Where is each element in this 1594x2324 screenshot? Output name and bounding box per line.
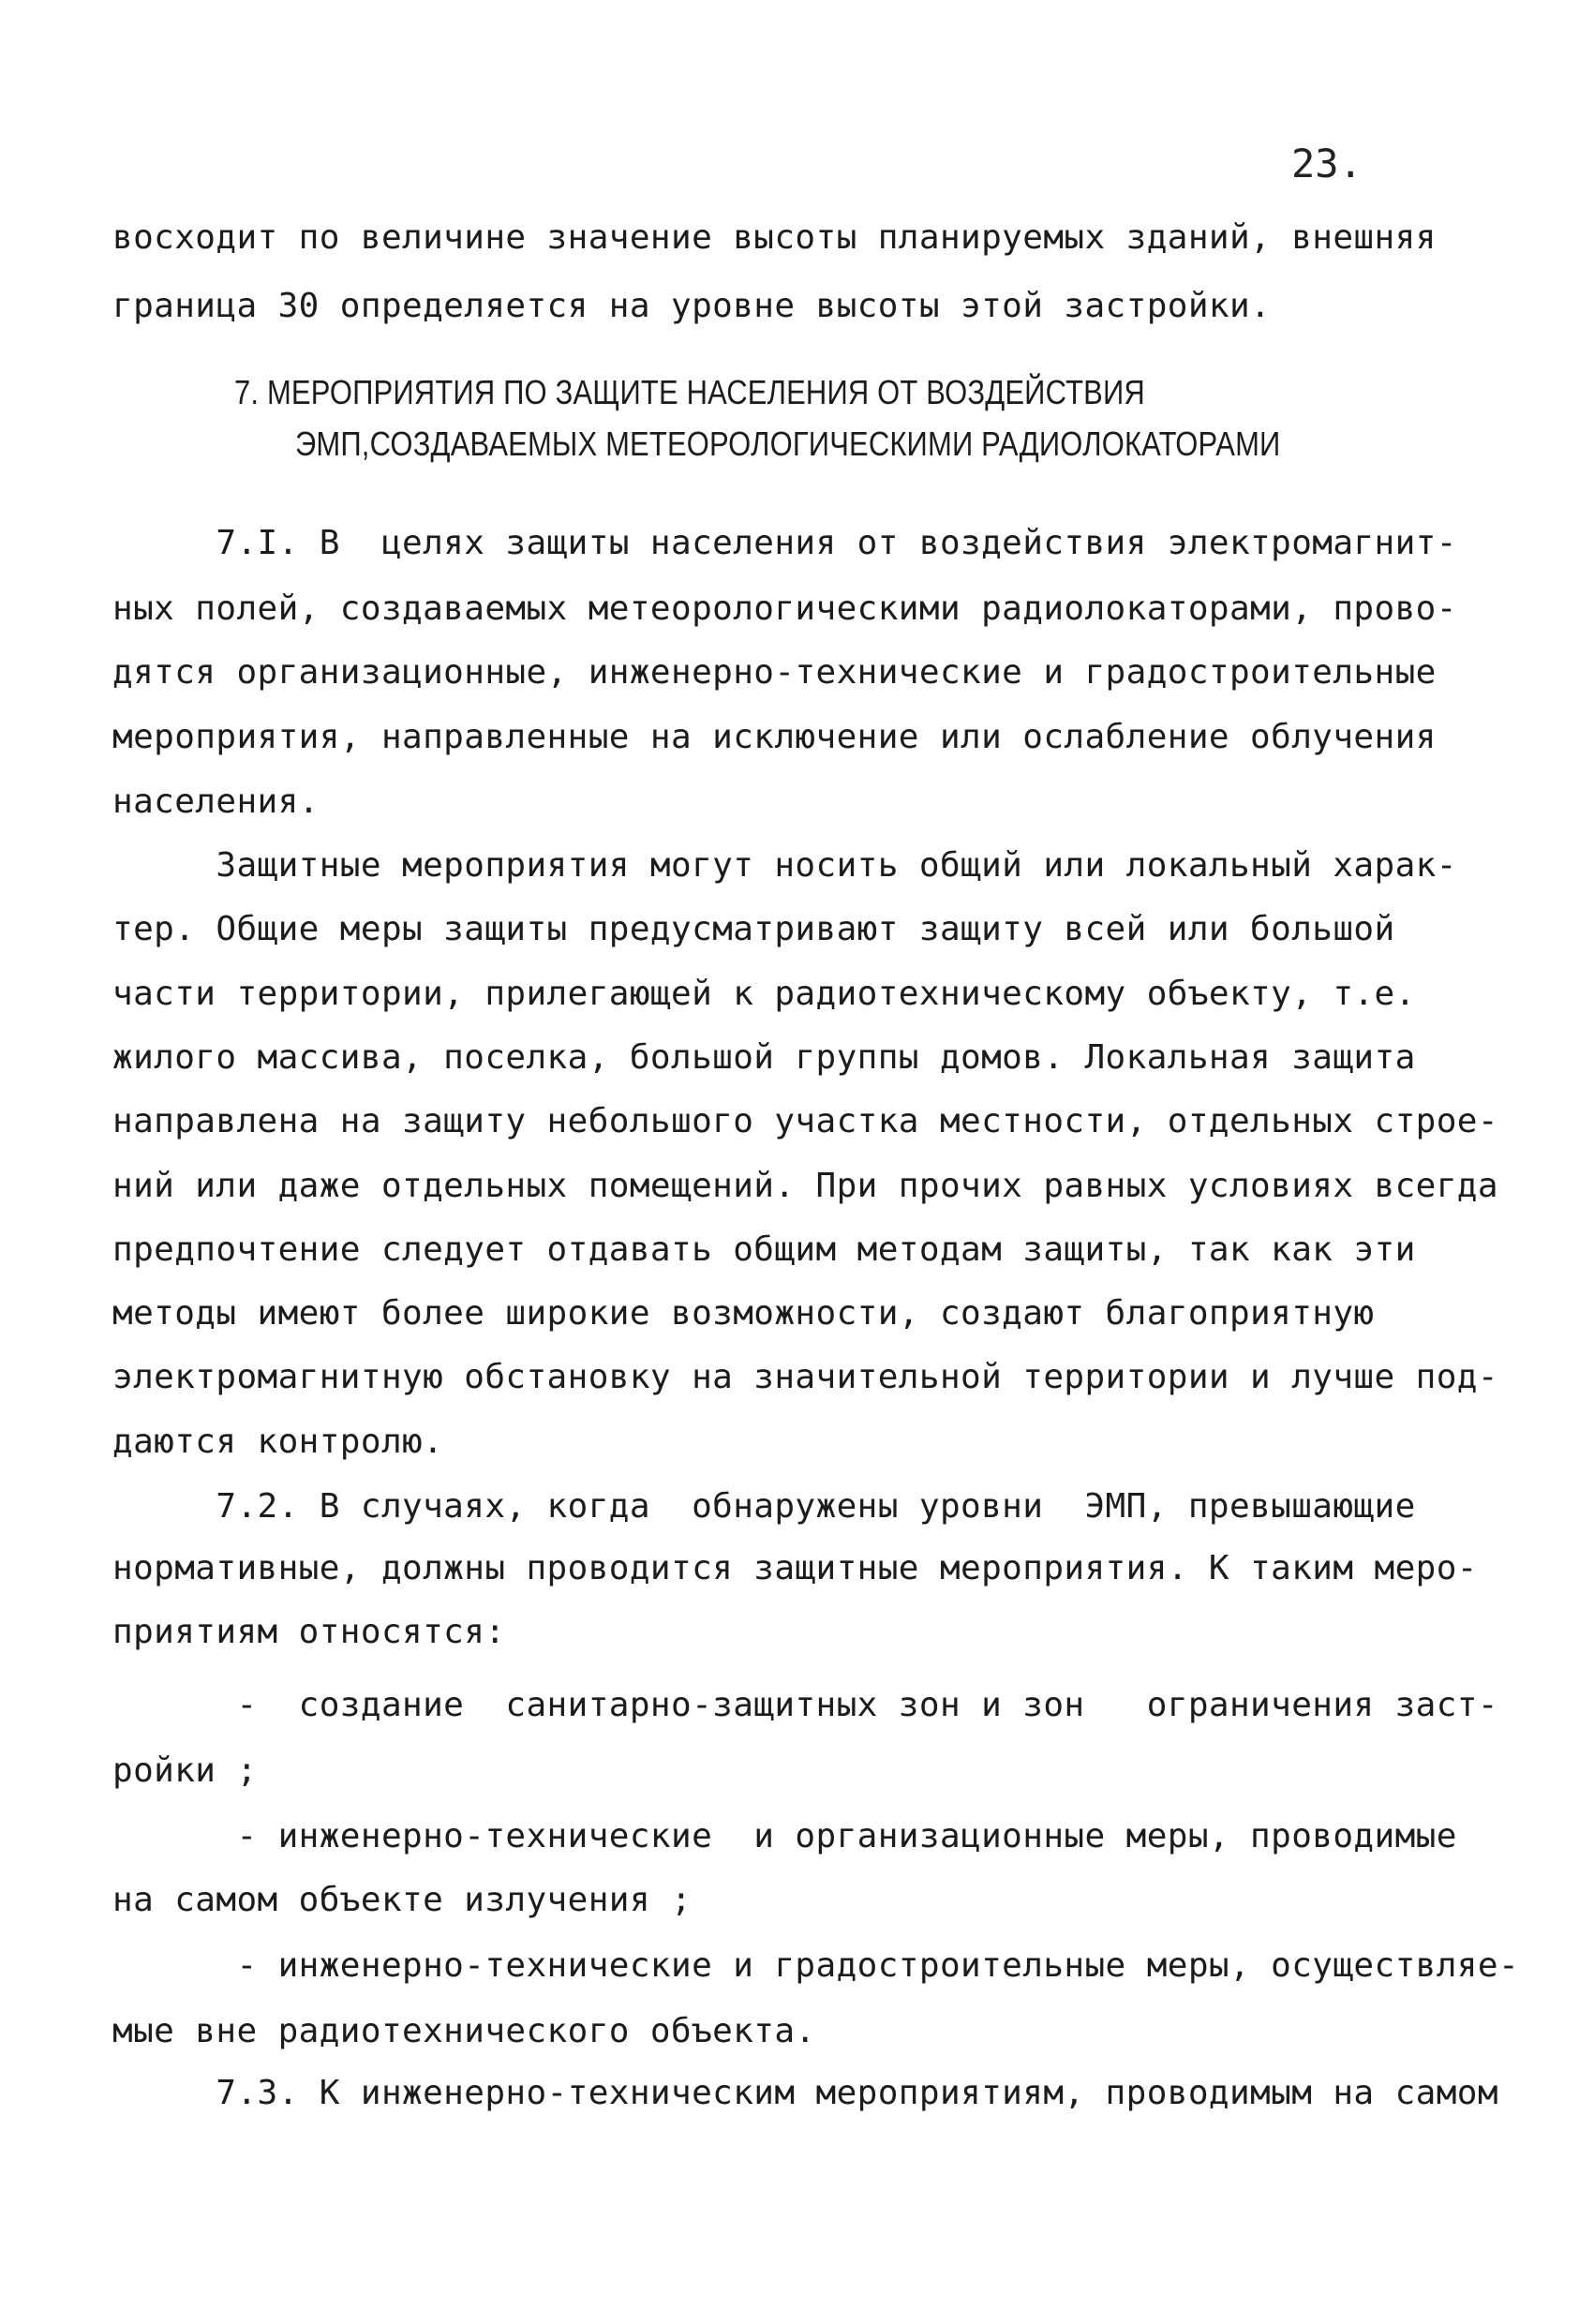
text-line: тер. Общие меры защиты предусматривают защиту всей или большой — [112, 910, 1395, 948]
text-line: Защитные мероприятия могут носить общий или локальный харак- — [112, 846, 1457, 885]
text-line: 7.I. В целях защиты населения от воздействия электромагнит- — [112, 524, 1457, 562]
text-line: приятиям относятся: — [112, 1613, 506, 1651]
text-line: 7.3. К инженерно-техническим мероприятиям, проводимым на самом — [112, 2074, 1498, 2112]
text-line: ройки ; — [112, 1751, 258, 1790]
text-line: - инженерно-технические и градостроительные меры, осуществляе- — [112, 1946, 1520, 1985]
text-line: ных полей, создаваемых метеорологическими радиолокаторами, прово- — [112, 589, 1457, 628]
text-line: граница 30 определяется на уровне высоты этой застройки. — [112, 287, 1272, 325]
text-line: части территории, прилегающей к радиотехническому объекту, т.е. — [112, 975, 1416, 1013]
text-line: дятся организационные, инженерно-технические и градостроительные — [112, 653, 1437, 692]
text-line: мероприятия, направленные на исключение или ослабление облучения — [112, 718, 1437, 756]
text-line: методы имеют более широкие возможности, создают благоприятную — [112, 1294, 1375, 1333]
text-line: жилого массива, поселка, большой группы домов. Локальная защита — [112, 1038, 1416, 1077]
text-line: даются контролю. — [112, 1423, 444, 1461]
text-line: мые вне радиотехнического объекта. — [112, 2012, 816, 2050]
text-line: ний или даже отдельных помещений. При прочих равных условиях всегда — [112, 1167, 1498, 1205]
section-heading-line-1: 7. МЕРОПРИЯТИЯ ПО ЗАЩИТЕ НАСЕЛЕНИЯ ОТ ВОЗДЕЙСТВИЯ — [234, 373, 1145, 411]
text-line: направлена на защиту небольшого участка местности, отдельных строе- — [112, 1102, 1498, 1140]
text-line: населения. — [112, 782, 320, 821]
text-line: - создание санитарно-защитных зон и зон ограничения заст- — [112, 1686, 1498, 1724]
text-line: нормативные, должны проводится защитные мероприятия. К таким меро- — [112, 1549, 1478, 1587]
text-line: на самом объекте излучения ; — [112, 1881, 693, 1919]
text-line: 7.2. В случаях, когда обнаружены уровни ЭМП, превышающие — [112, 1487, 1416, 1526]
text-line: электромагнитную обстановку на значительной территории и лучше под- — [112, 1358, 1498, 1396]
text-line: восходит по величине значение высоты планируемых зданий, внешняя — [112, 218, 1437, 257]
text-line: - инженерно-технические и организационные меры, проводимые — [112, 1817, 1457, 1855]
section-heading-line-2: ЭМП,СОЗДАВАЕМЫХ МЕТЕОРОЛОГИЧЕСКИМИ РАДИОЛОКАТОРАМИ — [295, 425, 1281, 463]
page-number: 23. — [1291, 141, 1363, 186]
text-line: предпочтение следует отдавать общим методам защиты, так как эти — [112, 1230, 1416, 1269]
